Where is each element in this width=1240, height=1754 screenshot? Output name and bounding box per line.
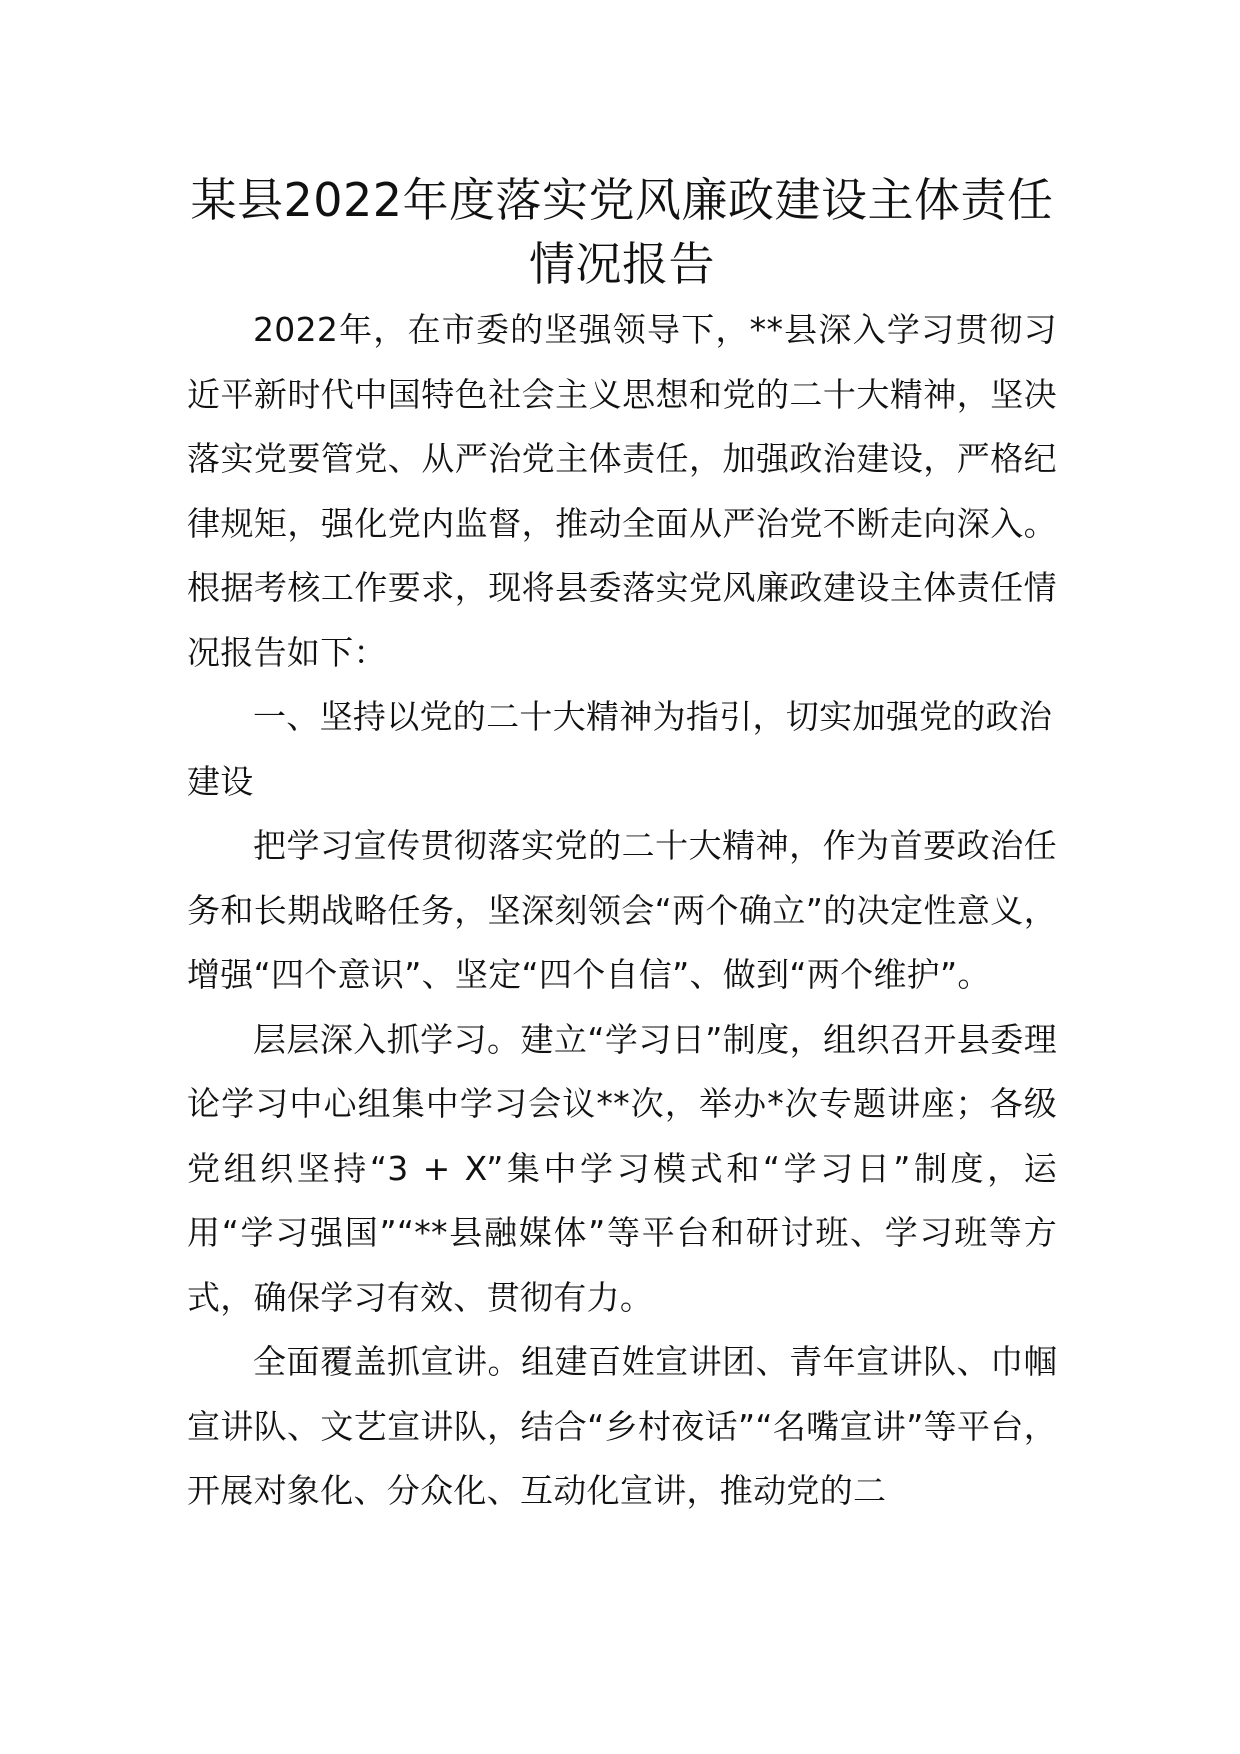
document-body bbox=[187, 298, 1057, 1524]
section-1-heading: 一、坚持以党的二十大精神为指引，切实加强党的政治建设 bbox=[187, 697, 1053, 801]
document-title bbox=[187, 168, 1057, 296]
section-1-paragraph-3: 全面覆盖抓宣讲。组建百姓宣讲团、青年宣讲队、巾帼宣讲队、文艺宣讲队，结合“乡村夜话”“名嘴宣讲”等平台，开展对象化、分众化、互动化宣讲，推动党的二 bbox=[187, 1342, 1057, 1510]
intro-paragraph: 2022年，在市委的坚强领导下，**县深入学习贯彻习近平新时代中国特色社会主义思想和党的二十大精神，坚决落实党要管党、从严治党主体责任，加强政治建设，严格纪律规矩，强化党内监督，推动全面从严治党不断走向深入。根据考核工作要求，现将县委落实党风廉政建设主体责任情况报告如下： bbox=[187, 310, 1057, 672]
title-line-1: 某县2022年度落实党风廉政建设主体责任 bbox=[190, 173, 1054, 227]
section-1-paragraph-1: 把学习宣传贯彻落实党的二十大精神，作为首要政治任务和长期战略任务，坚深刻领会“两个确立”的决定性意义，增强“四个意识”、坚定“四个自信”、做到“两个维护”。 bbox=[187, 826, 1057, 994]
section-1-paragraph-2: 层层深入抓学习。建立“学习日”制度，组织召开县委理论学习中心组集中学习会议**次，举办*次专题讲座；各级党组织坚持“3 + X”集中学习模式和“学习日”制度，运用“学习强国”“**县融媒体”等平台和研讨班、学习班等方式，确保学习有效、贯彻有力。 bbox=[187, 1019, 1057, 1317]
title-line-2: 情况报告 bbox=[529, 237, 715, 291]
document-page bbox=[187, 168, 1057, 1524]
